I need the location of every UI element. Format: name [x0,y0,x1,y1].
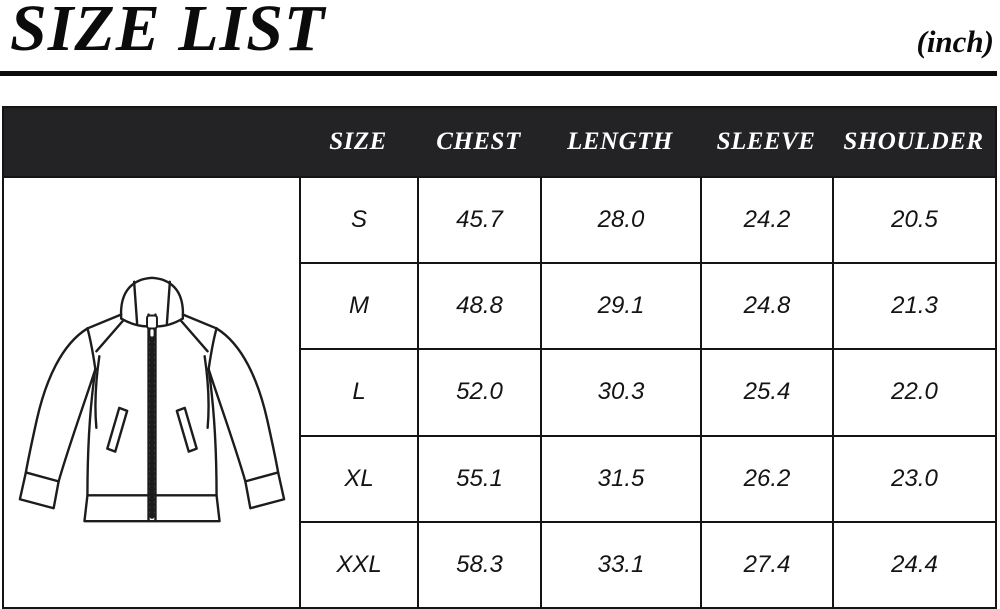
size-value-cell: XXL [299,521,417,607]
header-cell-shoulder: SHOULDER [832,108,995,176]
jacket-cell [4,176,299,607]
title-divider [0,71,997,76]
sleeve-value-cell: 26.2 [700,435,832,521]
jacket-zipper-pull [150,328,155,337]
sleeve-value-cell: 24.8 [700,262,832,348]
chest-value-cell: 48.8 [417,262,540,348]
shoulder-value-cell: 24.4 [832,521,995,607]
unit-label: (inch) [916,24,994,59]
header-cell-size: SIZE [299,108,417,176]
length-value-cell: 31.5 [540,435,700,521]
jacket-sleeve-left [26,328,88,472]
chest-value-cell: 45.7 [417,176,540,262]
size-value-cell: S [299,176,417,262]
jacket-cuff-right [245,472,284,508]
header-cell-sleeve: SLEEVE [700,108,832,176]
sleeve-value-cell: 25.4 [700,348,832,434]
header-cell-chest: CHEST [417,108,540,176]
header-cell-illustration [4,108,299,176]
size-value-cell: M [299,262,417,348]
sleeve-value-cell: 24.2 [700,176,832,262]
jacket-pocket-right [177,407,197,451]
header-cell-length: LENGTH [540,108,700,176]
shoulder-value-cell: 20.5 [832,176,995,262]
size-list-title: SIZE LIST [10,0,326,65]
length-value-cell: 33.1 [540,521,700,607]
jacket-pocket-left [107,407,127,451]
length-value-cell: 30.3 [540,348,700,434]
shoulder-value-cell: 22.0 [832,348,995,434]
jacket-cuff-left [20,472,59,508]
jacket-zipper-slider [147,315,157,328]
length-value-cell: 28.0 [540,176,700,262]
size-table [2,106,997,609]
chest-value-cell: 52.0 [417,348,540,434]
chest-value-cell: 55.1 [417,435,540,521]
chest-value-cell: 58.3 [417,521,540,607]
size-value-cell: XL [299,435,417,521]
shoulder-value-cell: 23.0 [832,435,995,521]
size-value-cell: L [299,348,417,434]
jacket-line-drawing [4,178,299,608]
length-value-cell: 29.1 [540,262,700,348]
jacket-sleeve-right [217,328,279,472]
jacket-collar [121,277,183,318]
shoulder-value-cell: 21.3 [832,262,995,348]
sleeve-value-cell: 27.4 [700,521,832,607]
